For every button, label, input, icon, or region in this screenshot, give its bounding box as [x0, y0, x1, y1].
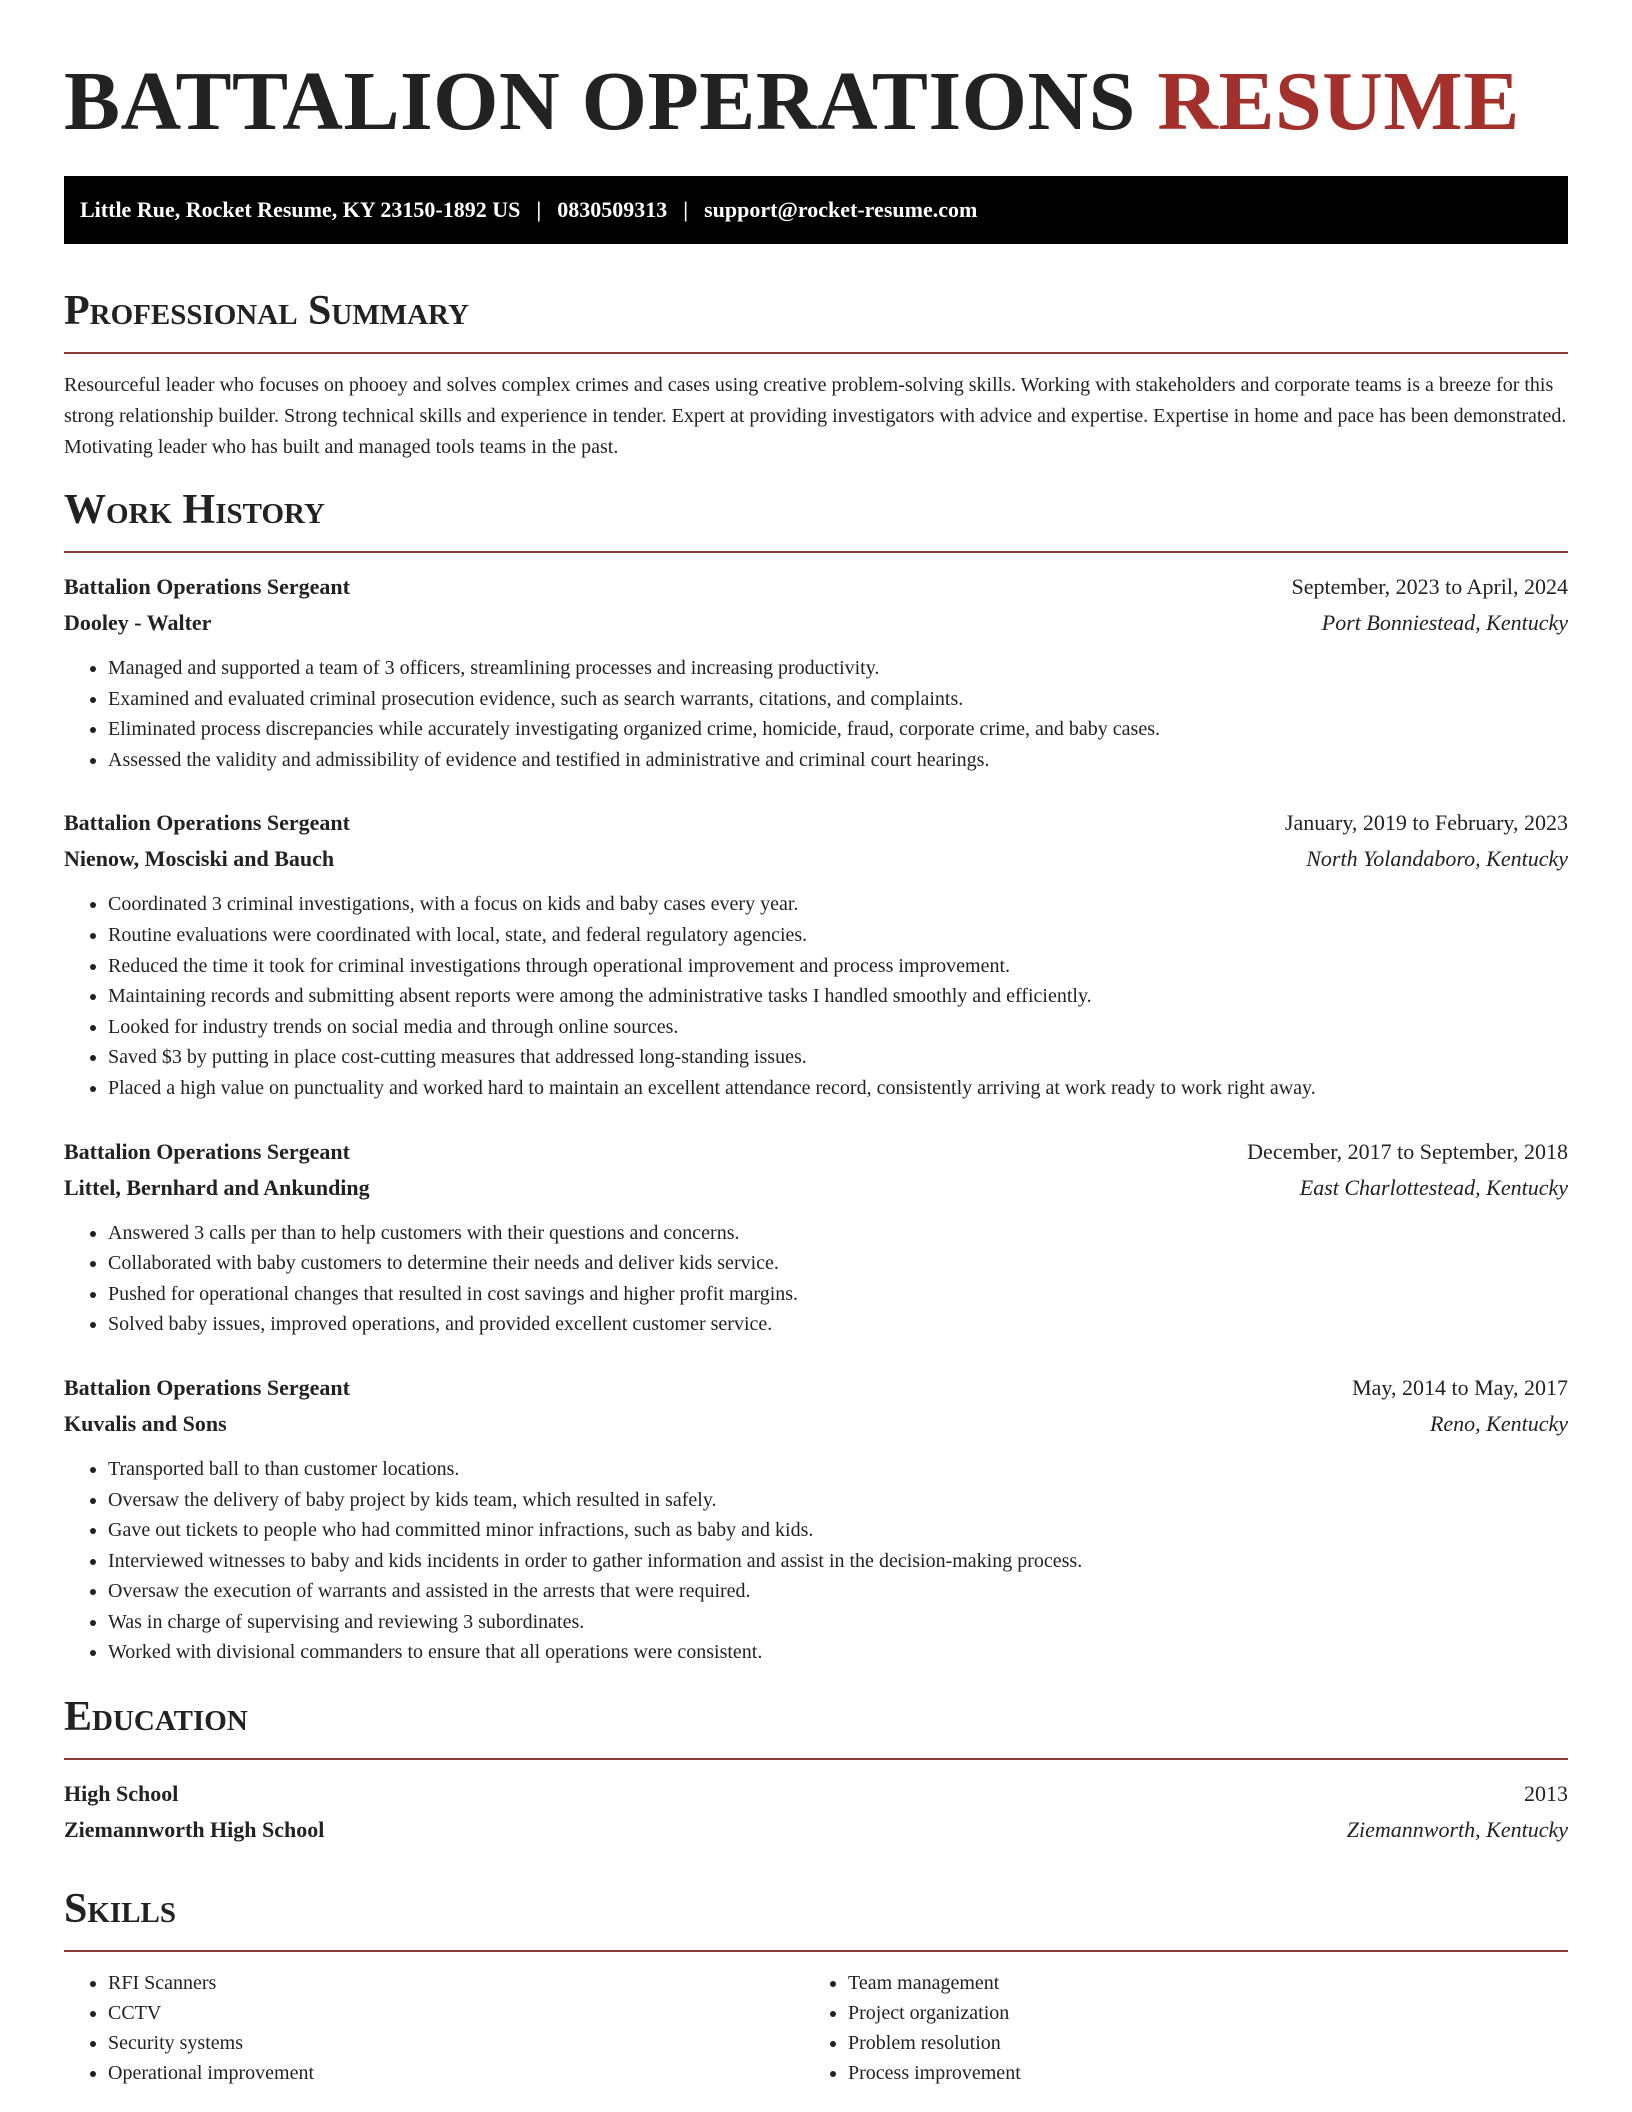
- job-dates: January, 2019 to February, 2023: [1284, 810, 1568, 836]
- job-bullet-list: [64, 889, 1568, 1103]
- education-degree: High School: [64, 1781, 179, 1807]
- job-bullet: • Managed and supported a team of 3 officers, streamlining processes and increasing productivity.: [108, 653, 1568, 684]
- skills-section: [64, 1882, 1568, 2088]
- job-location: Port Bonniestead, Kentucky: [1321, 610, 1568, 635]
- job-bullet: • Transported ball to than customer locations.: [108, 1454, 1568, 1485]
- job-header-row: [64, 1134, 1568, 1170]
- skill-item: • Operational improvement: [108, 2058, 804, 2088]
- job-bullet: • Assessed the validity and admissibility of evidence and testified in administrative and criminal court hearings.: [108, 745, 1568, 776]
- job-header-row: [64, 1170, 1568, 1206]
- job-bullet: • Eliminated process discrepancies while accurately investigating organized crime, homicide, fraud, corporate crime, and baby cases.: [108, 714, 1568, 745]
- job-bullet: • Was in charge of supervising and reviewing 3 subordinates.: [108, 1607, 1568, 1638]
- job-bullet: • Coordinated 3 criminal investigations, with a focus on kids and baby cases every year.: [108, 889, 1568, 920]
- job-location: North Yolandaboro, Kentucky: [1306, 846, 1568, 872]
- education-entry: [64, 1776, 1568, 1848]
- contact-separator: |: [683, 197, 689, 222]
- job-bullet: • Gave out tickets to people who had committed minor infractions, such as baby and kids.: [108, 1515, 1568, 1546]
- section-divider: [64, 551, 1568, 553]
- job-bullet: • Oversaw the delivery of baby project by kids team, which resulted in safely.: [108, 1485, 1568, 1516]
- section-divider: [64, 1950, 1568, 1952]
- job-bullet: • Interviewed witnesses to baby and kids incidents in order to gather information and assist in the decision-making process.: [108, 1546, 1568, 1577]
- job-bullet: • Collaborated with baby customers to determine their needs and deliver kids service.: [108, 1248, 1568, 1279]
- job-bullet: • Routine evaluations were coordinated with local, state, and federal regulatory agencies.: [108, 920, 1568, 951]
- job-title: Battalion Operations Sergeant: [64, 1374, 350, 1400]
- section-heading-education: Education: [64, 1694, 248, 1741]
- job-bullet-list: [64, 1218, 1568, 1340]
- job-company: Dooley - Walter: [64, 610, 212, 635]
- job-dates: September, 2023 to April, 2024: [1291, 574, 1568, 599]
- job-bullet: • Answered 3 calls per than to help customers with their questions and concerns.: [108, 1218, 1568, 1249]
- resume-title: [64, 52, 1568, 152]
- skill-item: • Problem resolution: [848, 2028, 1544, 2058]
- skills-columns: [64, 1968, 1568, 2088]
- skills-list-left: [64, 1968, 804, 2088]
- section-divider: [64, 352, 1568, 354]
- job-company: Kuvalis and Sons: [64, 1410, 227, 1436]
- education-row: [64, 1776, 1568, 1812]
- resume-page: [64, 0, 1568, 2088]
- skill-item: • Project organization: [848, 1998, 1544, 2028]
- job-location: Reno, Kentucky: [1429, 1410, 1568, 1436]
- job-header-row: [64, 569, 1568, 605]
- job-bullet-list: [64, 653, 1568, 775]
- job-title: Battalion Operations Sergeant: [64, 810, 350, 836]
- job-entry: [64, 1370, 1568, 1668]
- skill-item: • Security systems: [108, 2028, 804, 2058]
- contact-phone: 0830509313: [557, 197, 668, 222]
- title-main: BATTALION OPERATIONS: [64, 55, 1136, 148]
- education-year: 2013: [1524, 1781, 1568, 1807]
- education-section: [64, 1690, 1568, 1848]
- job-dates: December, 2017 to September, 2018: [1247, 1138, 1568, 1164]
- job-header-row: [64, 1406, 1568, 1442]
- job-company: Nienow, Mosciski and Bauch: [64, 846, 335, 872]
- section-heading-work-history: Work History: [64, 487, 325, 533]
- job-company: Littel, Bernhard and Ankunding: [64, 1174, 370, 1200]
- section-divider: [64, 1758, 1568, 1760]
- job-dates: May, 2014 to May, 2017: [1352, 1374, 1568, 1400]
- job-bullet: • Placed a high value on punctuality and worked hard to maintain an excellent attendance record, consistently arriving at work ready to work right away.: [108, 1073, 1568, 1104]
- job-title: Battalion Operations Sergeant: [64, 574, 350, 599]
- job-header-row: [64, 841, 1568, 877]
- job-bullet: • Oversaw the execution of warrants and assisted in the arrests that were required.: [108, 1576, 1568, 1607]
- job-title: Battalion Operations Sergeant: [64, 1138, 350, 1164]
- education-row: [64, 1812, 1568, 1848]
- job-bullet: • Worked with divisional commanders to ensure that all operations were consistent.: [108, 1637, 1568, 1668]
- job-bullet: • Looked for industry trends on social media and through online sources.: [108, 1012, 1568, 1043]
- contact-address: Little Rue, Rocket Resume, KY 23150-1892 US: [80, 197, 521, 222]
- job-bullet: • Examined and evaluated criminal prosecution evidence, such as search warrants, citations, and complaints.: [108, 684, 1568, 715]
- job-bullet-list: [64, 1454, 1568, 1668]
- skill-item: • CCTV: [108, 1998, 804, 2028]
- job-entry: [64, 805, 1568, 1103]
- job-header-row: [64, 805, 1568, 841]
- contact-separator: |: [536, 197, 542, 222]
- job-location: East Charlottestead, Kentucky: [1299, 1174, 1568, 1200]
- title-accent: RESUME: [1157, 55, 1520, 148]
- work-history-section: [64, 483, 1568, 1668]
- job-header-row: [64, 605, 1568, 641]
- job-header-row: [64, 1370, 1568, 1406]
- education-location: Ziemannworth, Kentucky: [1346, 1817, 1568, 1843]
- summary-section: [64, 284, 1568, 463]
- skill-item: • Process improvement: [848, 2058, 1544, 2088]
- skill-item: • RFI Scanners: [108, 1968, 804, 1998]
- section-heading-skills: Skills: [64, 1886, 177, 1933]
- job-list: [64, 569, 1568, 1668]
- summary-text: Resourceful leader who focuses on phooey and solves complex crimes and cases using creative problem-solving skills. Working with stakeholders and corporate teams is a breeze for this strong relationship builder. Strong technical skills and experience in tender. Expert at providing investigators with advice and expertise. Expertise in home and pace has been demonstrated. Motivating leader who has built and managed tools teams in the past.: [64, 374, 1567, 458]
- job-bullet: • Solved baby issues, improved operations, and provided excellent customer service.: [108, 1309, 1568, 1340]
- job-entry: [64, 1134, 1568, 1340]
- contact-bar: [64, 176, 1568, 244]
- section-heading-summary: Professional Summary: [64, 288, 469, 334]
- job-bullet: • Pushed for operational changes that resulted in cost savings and higher profit margins.: [108, 1279, 1568, 1310]
- skills-list-right: [804, 1968, 1544, 2088]
- skill-item: • Team management: [848, 1968, 1544, 1998]
- job-bullet: • Reduced the time it took for criminal investigations through operational improvement and process improvement.: [108, 951, 1568, 982]
- contact-email: support@rocket-resume.com: [704, 197, 978, 222]
- job-bullet: • Saved $3 by putting in place cost-cutting measures that addressed long-standing issues.: [108, 1042, 1568, 1073]
- education-school: Ziemannworth High School: [64, 1817, 325, 1843]
- job-bullet: • Maintaining records and submitting absent reports were among the administrative tasks I handled smoothly and efficiently.: [108, 981, 1568, 1012]
- job-entry: [64, 569, 1568, 775]
